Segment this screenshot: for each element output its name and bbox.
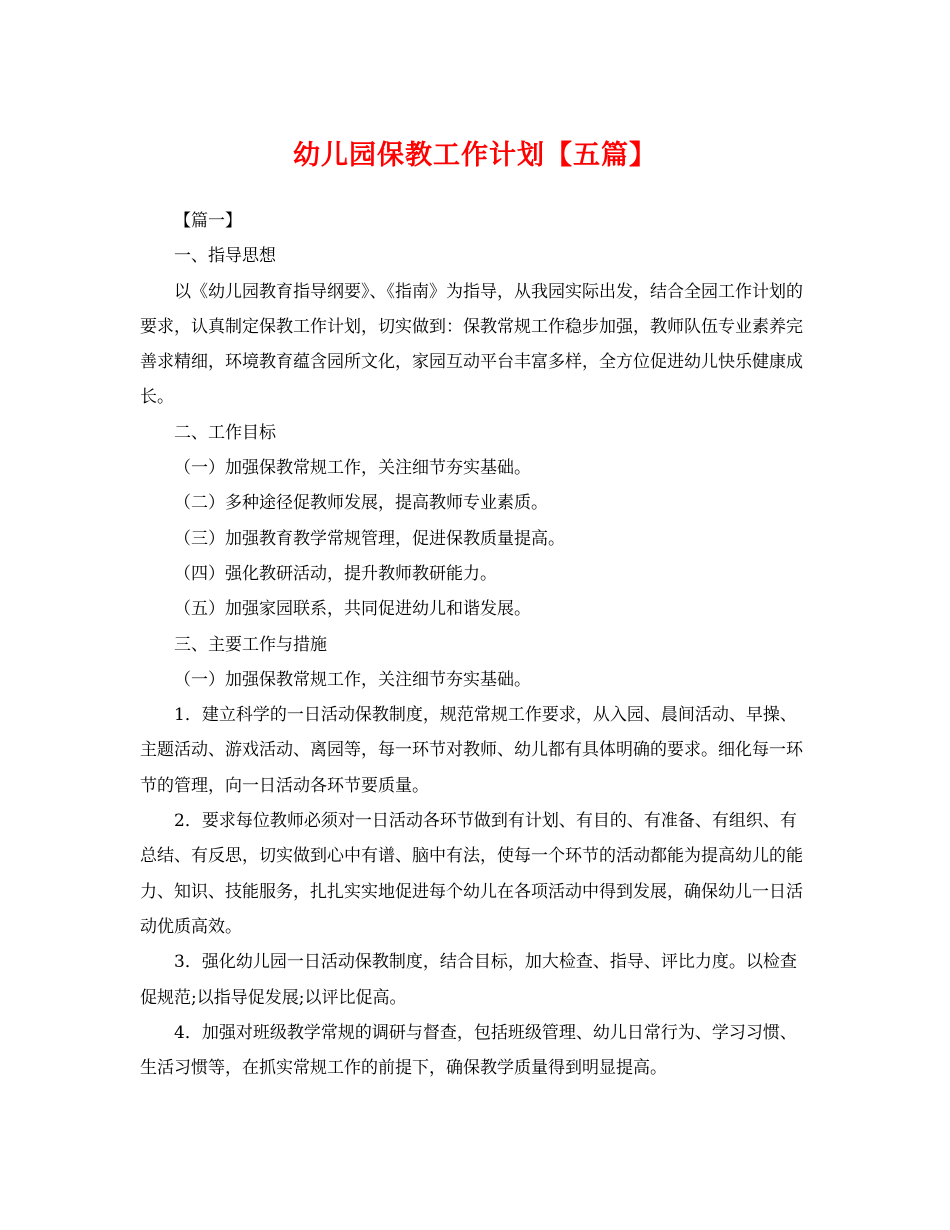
- goal-item: （五）加强家园联系，共同促进幼儿和谐发展。: [174, 599, 531, 620]
- heading-main-work: 三、主要工作与措施: [174, 634, 327, 655]
- section-marker: 【篇一】: [174, 211, 242, 231]
- numbered-paragraph: 1．建立科学的一日活动保教制度，规范常规工作要求，从入园、晨间活动、早操、主题活动、游戏活动、离园等，每一环节对教师、幼儿都有具体明确的要求。细化每一环节的管理，向一日活动各环节要质量。: [140, 705, 803, 796]
- heading-work-goals: 二、工作目标: [174, 422, 276, 443]
- numbered-paragraph: 2．要求每位教师必须对一日活动各环节做到有计划、有目的、有准备、有组织、有总结、有反思，切实做到心中有谱、脑中有法，使每一个环节的活动都能为提高幼儿的能力、知识、技能服务，扎扎实实地促进每个幼儿在各项活动中得到发展，确保幼儿一日活动优质高效。: [140, 811, 803, 937]
- goal-item: （二）多种途径促教师发展，提高教师专业素质。: [174, 493, 548, 514]
- goal-item: （四）强化教研活动，提升教师教研能力。: [174, 563, 497, 584]
- document-title: 幼儿园保教工作计划【五篇】: [293, 140, 657, 171]
- document-body: [140, 204, 812, 1086]
- numbered-paragraph: 4．加强对班级教学常规的调研与督查，包括班级管理、幼儿日常行为、学习习惯、生活习惯等，在抓实常规工作的前提下，确保教学质量得到明显提高。: [140, 1022, 797, 1079]
- heading-guiding-ideology: 一、指导思想: [174, 246, 276, 267]
- numbered-paragraph: 3．强化幼儿园一日活动保教制度，结合目标，加大检查、指导、评比力度。以检查促规范;以指导促发展;以评比促高。: [140, 952, 797, 1008]
- subheading-routine-work: （一）加强保教常规工作，关注细节夯实基础。: [174, 669, 531, 690]
- goal-item: （三）加强教育教学常规管理，促进保教质量提高。: [174, 528, 565, 549]
- goal-item: （一）加强保教常规工作，关注细节夯实基础。: [174, 458, 531, 479]
- paragraph-guiding-ideology: 以《幼儿园教育指导纲要》、《指南》为指导，从我园实际出发，结合全园工作计划的要求，认真制定保教工作计划，切实做到：保教常规工作稳步加强，教师队伍专业素养完善求精细，环境教育蕴含园所文化，家园互动平台丰富多样，全方位促进幼儿快乐健康成长。: [140, 281, 803, 408]
